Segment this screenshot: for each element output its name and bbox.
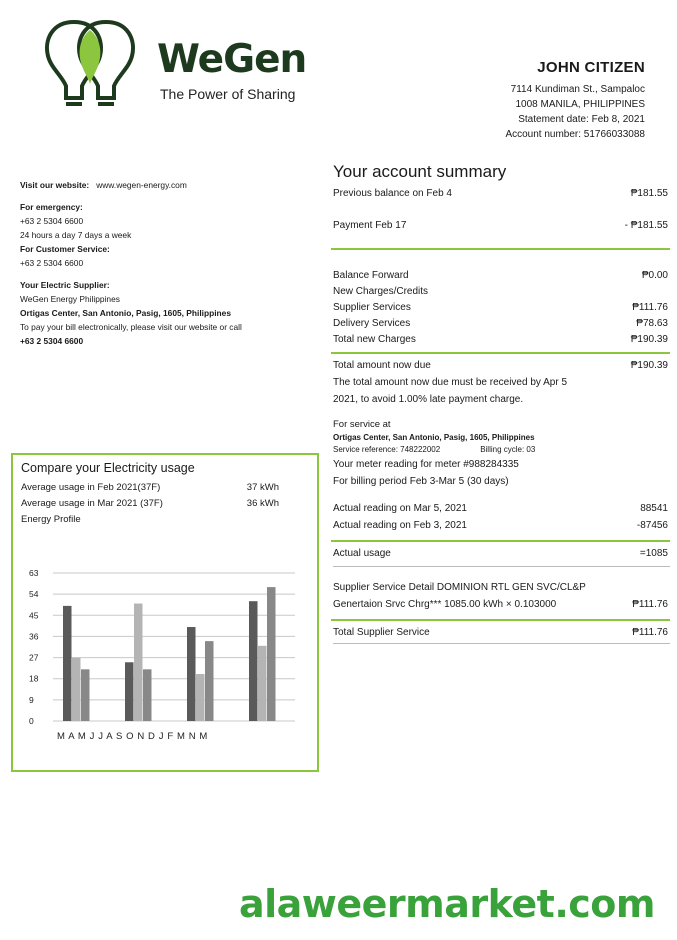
supplier-services-label: Supplier Services (333, 302, 411, 313)
bar (125, 662, 134, 721)
divider (333, 643, 670, 644)
y-tick-label: 36 (29, 631, 39, 642)
service-address: Ortigas Center, San Antonio, Pasig, 1605, Philippines (333, 433, 535, 442)
energy-profile-label: Energy Profile (21, 514, 81, 525)
customer-service-label: For Customer Service: (20, 244, 110, 254)
y-tick-label: 9 (29, 694, 34, 705)
actual-reading-mar-row (333, 500, 670, 517)
y-tick-label: 63 (29, 568, 39, 578)
customer-name: JOHN CITIZEN (537, 59, 645, 76)
delivery-services-value: ₱78.63 (636, 318, 668, 329)
balance-forward-value: ₱0.00 (641, 270, 668, 281)
supplier-detail-line2: Genertaion Srvc Chrg*** 1085.00 kWh × 0.103000 (333, 599, 557, 610)
statement-date: Statement date: Feb 8, 2021 (518, 114, 645, 125)
actual-usage-value: =1085 (639, 548, 668, 559)
account-summary (333, 160, 670, 644)
actual-reading-mar-value: 88541 (640, 503, 668, 514)
service-at-label: For service at (333, 419, 391, 430)
x-axis-labels: M A M J J A S O N D J F M N M (57, 731, 208, 742)
supplier-address: Ortigas Center, San Antonio, Pasig, 1605, Philippines (20, 308, 231, 318)
payment-label: Payment Feb 17 (333, 220, 407, 231)
energy-profile-chart (13, 555, 317, 745)
balance-forward-row (333, 268, 670, 284)
total-due-label: Total amount now due (333, 360, 431, 371)
total-due-value: ₱190.39 (630, 360, 668, 371)
usage-mar-row (21, 496, 281, 512)
bar (134, 604, 143, 721)
bar (249, 601, 258, 721)
actual-reading-feb-label: Actual reading on Feb 3, 2021 (333, 520, 467, 531)
due-note-line2: 2021, to avoid 1.00% late payment charge. (333, 394, 524, 405)
previous-balance-value: ₱181.55 (630, 188, 668, 199)
y-tick-label: 54 (29, 589, 39, 600)
website-link[interactable]: www.wegen-energy.com (96, 180, 187, 190)
total-supplier-label: Total Supplier Service (333, 627, 430, 638)
supplier-services-value: ₱111.76 (632, 302, 668, 313)
supplier-detail-line1: Supplier Service Detail DOMINION RTL GEN SVC/CL&P (333, 582, 586, 593)
usage-comparison-box (11, 453, 319, 772)
wegen-logo-icon (40, 20, 140, 112)
supplier-detail-row (333, 596, 670, 613)
service-reference-row (333, 444, 670, 456)
total-due-row (333, 358, 670, 374)
usage-feb-label: Average usage in Feb 2021(37F) (21, 482, 161, 493)
website-label: Visit our website: (20, 180, 90, 190)
watermark: alaweermarket.com (238, 882, 655, 926)
customer-service-phone: +63 2 5304 6600 (20, 258, 84, 268)
new-charges-row (333, 284, 670, 300)
bar (187, 627, 196, 721)
payment-row (333, 218, 670, 234)
y-tick-label: 0 (29, 716, 34, 726)
total-new-charges-label: Total new Charges (333, 334, 416, 345)
actual-usage-label: Actual usage (333, 548, 391, 559)
billing-period: For billing period Feb 3-Mar 5 (30 days) (333, 476, 509, 487)
account-number: Account number: 51766033088 (505, 129, 645, 140)
brand-name: WeGen (157, 37, 307, 82)
pay-phone: +63 2 5304 6600 (20, 336, 84, 346)
billing-cycle: Billing cycle: 03 (480, 445, 536, 454)
actual-reading-feb-row (333, 517, 670, 534)
emergency-label: For emergency: (20, 202, 83, 212)
emergency-hours: 24 hours a day 7 days a week (20, 230, 132, 240)
y-tick-label: 18 (29, 673, 39, 684)
supplier-services-row (333, 300, 670, 316)
bar (205, 641, 214, 721)
bar (63, 606, 72, 721)
usage-averages (21, 480, 281, 527)
customer-address-line1: 7114 Kundiman St., Sampaloc (510, 84, 645, 95)
usage-feb-row (21, 480, 281, 496)
brand-tagline: The Power of Sharing (160, 86, 296, 102)
usage-mar-label: Average usage in Mar 2021 (37F) (21, 498, 163, 509)
supplier-name: WeGen Energy Philippines (20, 294, 120, 304)
y-tick-label: 27 (29, 652, 39, 663)
pay-note: To pay your bill electronically, please visit our website or call (20, 322, 242, 332)
delivery-services-label: Delivery Services (333, 318, 411, 329)
bar (143, 669, 152, 721)
actual-reading-mar-label: Actual reading on Mar 5, 2021 (333, 503, 467, 514)
supplier-detail-value: ₱111.76 (632, 599, 668, 610)
total-supplier-row (333, 625, 670, 641)
delivery-services-row (333, 316, 670, 332)
new-charges-label: New Charges/Credits (333, 286, 429, 297)
total-supplier-value: ₱111.76 (632, 627, 668, 638)
usage-mar-value: 36 kWh (246, 498, 279, 509)
previous-balance-row (333, 186, 670, 202)
usage-feb-value: 37 kWh (246, 482, 279, 493)
total-new-charges-value: ₱190.39 (630, 334, 668, 345)
bar (196, 674, 205, 721)
y-tick-label: 45 (29, 610, 39, 621)
previous-balance-label: Previous balance on Feb 4 (333, 188, 452, 199)
emergency-phone: +63 2 5304 6600 (20, 216, 84, 226)
actual-reading-feb-value: -87456 (636, 520, 668, 531)
balance-forward-label: Balance Forward (333, 270, 409, 281)
total-new-charges-row (333, 332, 670, 348)
contact-info (20, 178, 310, 348)
due-note-line1: The total amount now due must be received by Apr 5 (333, 377, 568, 388)
bar (267, 587, 276, 721)
summary-title: Your account summary (333, 162, 507, 181)
bar (81, 669, 90, 721)
bar (258, 646, 267, 721)
bar (72, 658, 81, 721)
meter-reading: Your meter reading for meter #988284335 (333, 459, 519, 470)
actual-usage-row (333, 546, 670, 562)
supplier-label: Your Electric Supplier: (20, 280, 110, 290)
usage-title: Compare your Electricity usage (21, 461, 195, 475)
customer-block (505, 58, 645, 142)
service-reference: Service reference: 748222002 (333, 445, 441, 454)
customer-address-line2: 1008 MANILA, PHILIPPINES (515, 99, 645, 110)
payment-value: - ₱181.55 (624, 220, 668, 231)
